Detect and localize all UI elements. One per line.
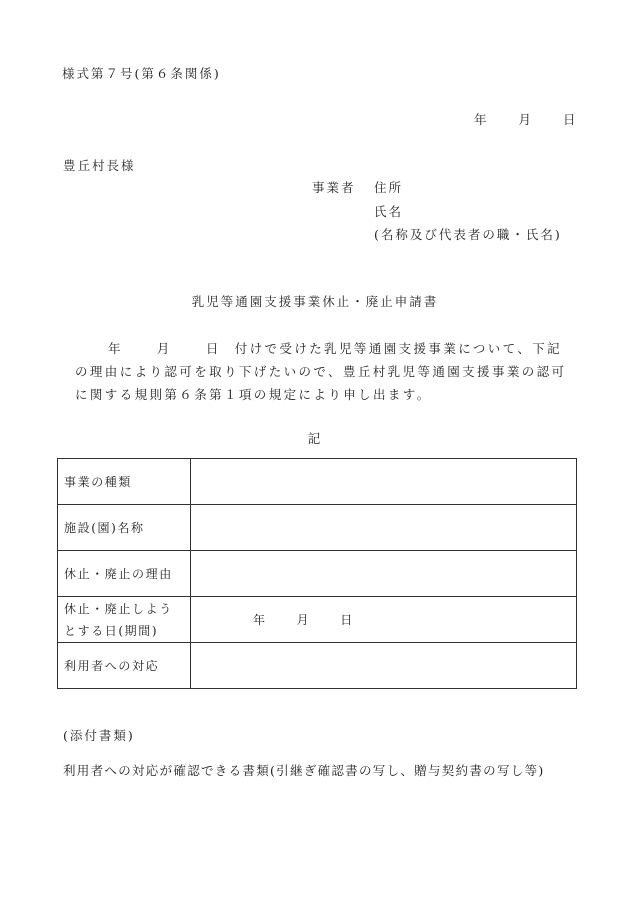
applicant-label: 事業者: [312, 180, 356, 195]
attachments-label: (添付書類): [63, 728, 135, 743]
suspension-month-label: 月: [296, 613, 311, 627]
submission-date: [474, 110, 578, 128]
date-year-label: 年: [474, 112, 489, 127]
row-label-business-type: 事業の種類: [58, 459, 191, 505]
document-title: 乳児等通園支援事業休止・廃止申請書: [191, 294, 439, 309]
table-row: [58, 551, 577, 597]
row-value-facility-name: [191, 505, 577, 551]
row-label-suspension-date: [58, 597, 191, 643]
table-row: [58, 597, 577, 643]
suspension-date-label-line-2: とする日(期間): [64, 623, 159, 638]
date-month-label: 月: [518, 112, 534, 127]
suspension-day-label: 日: [340, 613, 354, 627]
row-label-reason: 休止・廃止の理由: [58, 551, 191, 597]
suspension-year-label: 年: [253, 613, 267, 627]
row-value-business-type: [191, 459, 577, 505]
body-line-1: [75, 337, 566, 360]
body-day-label: 日: [205, 341, 221, 356]
addressee: 豊丘村長様: [63, 158, 136, 173]
date-day-label: 日: [563, 112, 578, 127]
table-row: [58, 459, 577, 505]
body-line-3: に関する規則第６条第１項の規定により申し出ます。: [75, 387, 432, 402]
name-note: (名称及び代表者の職・氏名): [374, 227, 562, 242]
details-table: [57, 458, 577, 689]
name-label: 氏名: [374, 204, 404, 219]
table-row: [58, 643, 577, 689]
row-label-user-response: 利用者への対応: [58, 643, 191, 689]
table-row: [58, 505, 577, 551]
attachments-text: 利用者への対応が確認できる書類(引継ぎ確認書の写し、贈与契約書の写し等): [63, 763, 545, 778]
row-label-facility-name: 施設(園)名称: [58, 505, 191, 551]
body-line-1-text: 付けで受けた乳児等通園支援事業について、下記: [234, 341, 563, 356]
row-value-suspension-date: [191, 597, 577, 643]
suspension-date-label-line-1: 休止・廃止しよう: [64, 601, 173, 616]
form-number: 様式第７号(第６条関係): [62, 66, 221, 81]
body-year-label: 年: [108, 341, 123, 356]
body-line-2: の理由により認可を取り下げたいので、豊丘村乳児等通園支援事業の認可: [75, 364, 567, 379]
body-paragraph: [75, 337, 566, 406]
body-month-label: 月: [156, 341, 172, 356]
row-value-reason: [191, 551, 577, 597]
address-label: 住所: [374, 180, 404, 195]
ki-heading: 記: [307, 431, 323, 446]
row-value-user-response: [191, 643, 577, 689]
